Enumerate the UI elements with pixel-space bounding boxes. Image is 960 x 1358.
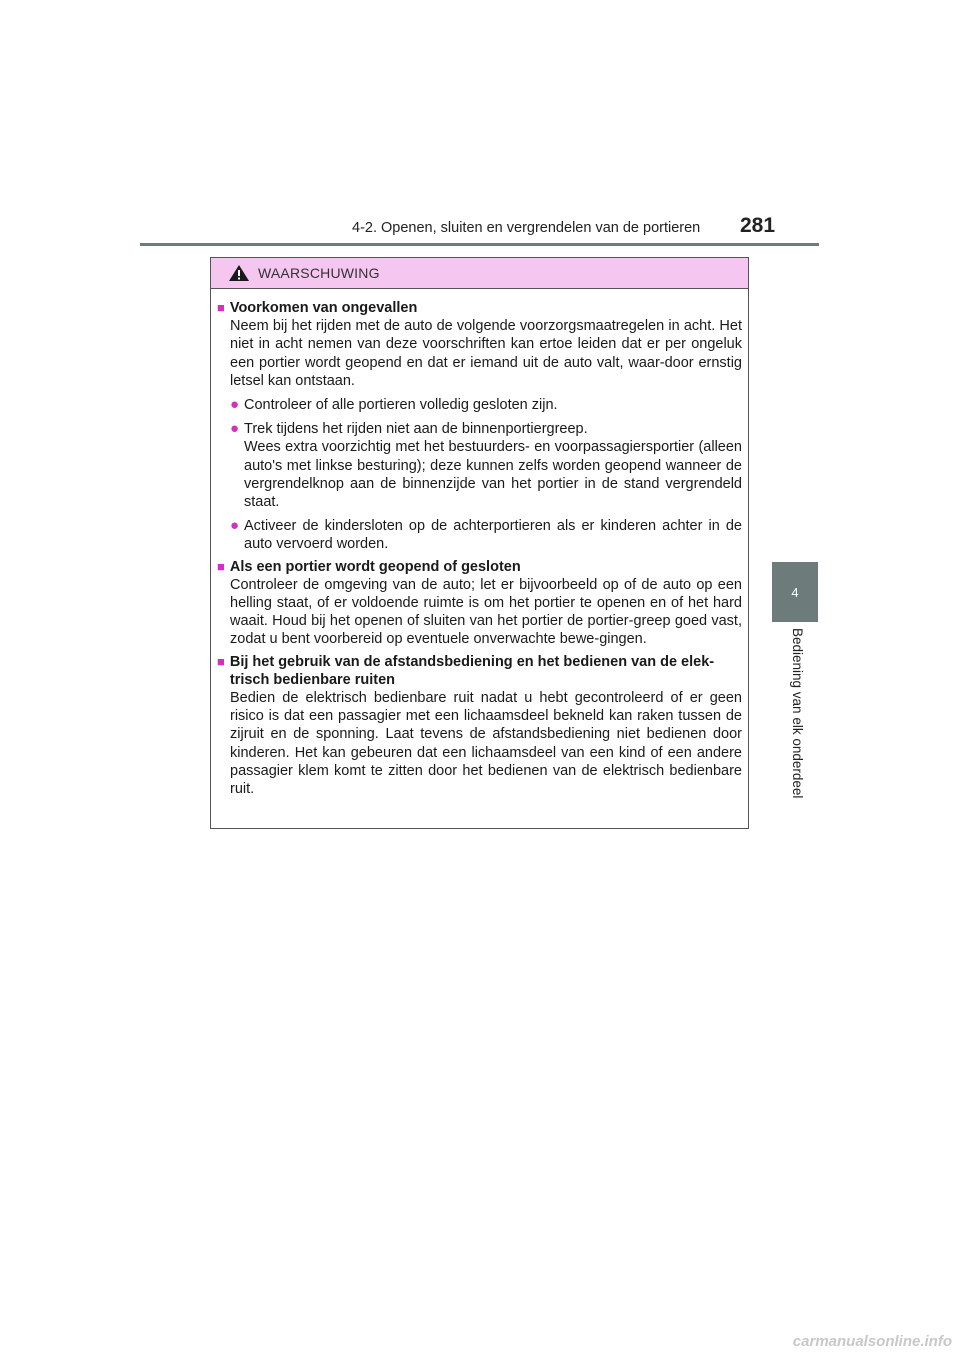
square-bullet-icon: ■	[217, 653, 225, 669]
list-item: ● Controleer of alle portieren volledig gesloten zijn.	[230, 396, 558, 414]
header-section-title: 4-2. Openen, sluiten en vergrendelen van de portieren	[352, 220, 701, 236]
warning-section	[217, 558, 742, 649]
list-item: ● Trek tijdens het rijden niet aan de binnenportiergreep. Wees extra voorzichtig met het bestuurders- en voorpassagiersportier (alleen auto's met linkse besturing); deze kunnen zelfs worden geopend wanneer de vergrendelknop aan de binnenzijde van het portier in de stand vergrendeld staat.	[230, 420, 742, 511]
section-text: Neem bij het rijden met de auto de volgende voorzorgsmaatregelen in acht. Het niet in acht nemen van deze voorschriften kan ertoe leiden dat er per ongeluk een portier wordt geopend en dat er iemand uit de auto valt, waar-door ernstig letsel kan ontstaan.	[230, 318, 742, 389]
section-heading: ■ Voorkomen van ongevallen	[217, 300, 418, 316]
warning-title: WAARSCHUWING	[258, 265, 380, 281]
section-text: Controleer de omgeving van de auto; let er bijvoorbeeld op of de auto op een helling staat, of er voldoende ruimte is om het portier te openen en of het hard waait. Houd bij het openen of sluiten van het portier de portier-greep goed vast, zodat u bent voorbereid op eventuele onverwachte bewe-gingen.	[230, 576, 742, 648]
round-bullet-icon: ●	[230, 517, 240, 535]
header-divider	[140, 243, 819, 246]
warning-triangle-icon	[228, 264, 250, 282]
warning-section	[217, 653, 742, 799]
chapter-number: 4	[791, 584, 799, 600]
list-item: ● Activeer de kindersloten op de achterportieren als er kinderen achter in de auto vervoerd worden.	[230, 517, 742, 553]
section-text: Bedien de elektrisch bedienbare ruit nadat u hebt gecontroleerd of er geen risico is dat een passagier met een lichaamsdeel bekneld kan raken tussen de zijruit en de sponning. Laat tevens de afstandsbediening niet bedienen door kinderen. Het kan gebeuren dat een lichaamsdeel van een kind of een andere passagier klem komt te zitten door het bedienen van de elektrisch bedienbare ruit.	[230, 690, 742, 798]
warning-section	[217, 299, 742, 554]
chapter-tab	[772, 562, 818, 622]
page-number: 281	[740, 214, 776, 237]
square-bullet-icon: ■	[217, 558, 225, 574]
round-bullet-icon: ●	[230, 396, 240, 414]
square-bullet-icon: ■	[217, 300, 225, 315]
round-bullet-icon: ●	[230, 420, 240, 438]
chapter-label: Bediening van elk onderdeel	[790, 628, 805, 799]
watermark: carmanualsonline.info	[792, 1333, 952, 1350]
section-heading: ■ Als een portier wordt geopend of gesloten	[217, 558, 521, 575]
warning-box	[210, 257, 749, 829]
warning-body	[211, 289, 748, 798]
section-heading: ■ Bij het gebruik van de afstandsbediening en het bedienen van de elek-trisch bedienbare ruiten	[217, 653, 715, 688]
warning-header	[211, 258, 748, 289]
